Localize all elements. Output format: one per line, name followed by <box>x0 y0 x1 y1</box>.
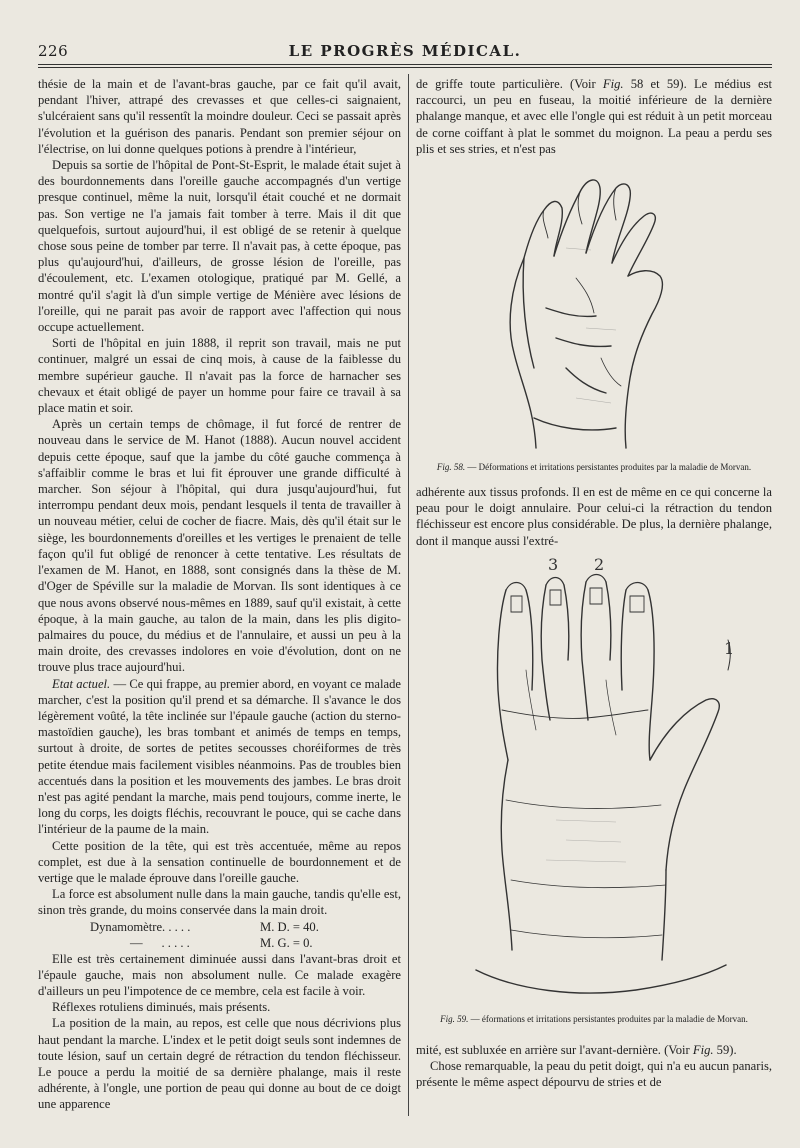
annotation-2: 2 <box>594 555 605 574</box>
right-column-bottom <box>416 1042 772 1091</box>
annotation-3: 3 <box>548 555 559 574</box>
paragraph: Elle est très certainement diminuée aussi dans l'avant-bras droit et l'épaule gauche, mais non absolument nulle. Ce malade exagère d'ailleurs un peu l'impotence de ce membre, cela est facile à voir. <box>38 951 401 998</box>
paragraph-text: 59). <box>713 1043 737 1057</box>
paragraph-text: — Ce qui frappe, au premier abord, en voyant ce malade marcher, c'est la position qu'il prend et sa démarche. Il s'avance le dos légèrement voûté, la tête inclinée sur l'épaule gauche (action du sterno-mastoïdien gauche), les bras tombant et animés de temps en temps, surtout à droite, de sortes de petites secousses choréiformes de très petite étendue mais facilement visibles néanmoins. Pas de troubles bien accentués dans la position et les mouvements des jambes. Le bras droit n'est pas agité pendant la marche, mais pend toujours, comme inerte, le long du corps, les doigts fléchis, recouvrant le pouce, qui se cache dans l'intérieur de la paume de la main. <box>38 676 401 837</box>
figure-label: Fig. 59. <box>440 1014 469 1024</box>
page-header <box>38 42 772 64</box>
header-rule <box>38 64 772 65</box>
paragraph-etat-actuel <box>38 676 401 838</box>
dynamometre-value: M. D. = 40. <box>260 919 319 934</box>
figure-59-caption <box>416 1014 772 1025</box>
paragraph-text: mité, est subluxée en arrière sur l'avant-dernière. (Voir <box>416 1043 693 1057</box>
paragraph: La position de la main, au repos, est celle que nous décrivions plus haut pendant la marche. L'index et le petit doigt seuls sont indemnes de toute lésion, sauf un certain degré de rétraction du tendon fléchisseur. Le pouce a perdu la moitié de sa dernière phalange, mais il reste adhérente, à l'ongle, une portion de peau qui donne au bout de ce doigt une apparence <box>38 1016 401 1112</box>
hand-illustration-59 <box>416 550 772 1006</box>
paragraph: La force est absolument nulle dans la main gauche, tandis qu'elle est, sinon très grande, du moins conservée dans la main droit. <box>38 887 401 918</box>
figure-ref: Fig. <box>602 77 624 91</box>
right-column-top <box>416 76 772 157</box>
paragraph: Réflexes rotuliens diminués, mais présents. <box>52 1000 271 1015</box>
paragraph: Chose remarquable, la peau du petit doigt, qui n'a eu aucun panaris, présente le même aspect dépourvu de stries et de <box>416 1059 772 1090</box>
figure-59-hand-drawing <box>416 550 772 1006</box>
dynamometre-table <box>38 919 401 951</box>
figure-58-hand-drawing <box>416 148 772 458</box>
left-column <box>38 76 401 1113</box>
column-divider <box>408 74 409 1116</box>
paragraph-text: de griffe toute particulière. (Voir <box>416 77 603 91</box>
right-column-middle <box>416 484 772 549</box>
figure-label: Fig. 58. <box>436 462 466 472</box>
section-label: Etat actuel. <box>52 676 111 691</box>
dynamometre-label: — . . . . . <box>130 935 190 950</box>
caption-text: — Déformations et irritations persistantes produites par la maladie de Morvan. <box>465 462 752 472</box>
paragraph: Cette position de la tête, qui est très accentuée, même au repos complet, est due à la sensation continuelle de bourdonnement et de vertige que le malade éprouve dans l'oreille gauche. <box>38 838 401 885</box>
paragraph: Sorti de l'hôpital en juin 1888, il reprit son travail, mais ne put continuer, malgré un essai de cinq mois, à cause de la faiblesse du membre supérieur gauche. Il n'avait pas la force de harnacher ses chevaux et était obligé de payer un homme pour faire ce travail à sa place matin et soir. <box>38 336 401 416</box>
dynamometre-value: M. G. = 0. <box>260 935 313 950</box>
dynamometre-label: Dynamomètre. . . . . <box>90 919 191 934</box>
caption-text: — éformations et irritations persistantes produites par la maladie de Morvan. <box>468 1014 748 1024</box>
paragraph: Après un certain temps de chômage, il fut forcé de rentrer de nouveau dans le service de M. Hanot (1888). Aucun nouvel accident depuis cette époque, sauf que la jambe du côté gauche commença à s'affaiblir comme le bras et lui fit éprouver une grande difficulté à marcher. Son séjour à l'hôpital, qui dura jusqu'aujourd'hui, fut interrompu pendant deux mois, pendant lesquels il tenta de travailler à un nouveau métier, celui de cocher de fiacre. Mais, dès qu'il était sur le siège, les bourdonnements d'oreilles et les vertiges le prenaient de telle façon qu'il fut obligé de renoncer à cette tentative. Les résultats de l'examen de M. Hanot, en 1888, sont consignés dans la thèse de M. d'Oger de Spéville sur la maladie de Morvan. Ils sont identiques à ce que nous avons observé nous-mêmes en 1889, sauf qu'il existait, à cette époque, à la main gauche, au talon de la main, dans les plis digito-palmaires du pouce, du médius et de l'annulaire, et aussi un peu à la main droite, des crevasses indolores en voie d'évolution, dont on ne trouve plus trace aujourd'hui. <box>38 417 401 675</box>
page-number: 226 <box>38 42 69 60</box>
header-rule-double <box>38 67 772 68</box>
running-title: LE PROGRÈS MÉDICAL. <box>288 42 522 60</box>
annotation-1: 1 <box>724 639 735 658</box>
paragraph <box>416 1042 772 1058</box>
paragraph: adhérente aux tissus profonds. Il en est de même en ce qui concerne la peau pour le doigt annulaire. Pour celui-ci la rétraction du tendon fléchisseur est encore plus considérable. De plus, la dernière phalange, dont il manque aussi l'extré- <box>416 485 772 548</box>
paragraph-text: 58 et 59). Le médius est raccourci, un peu en fuseau, la moitié inférieure de la dernière phalange manque, et avec elle l'ongle qui est réduit à un petit morceau de corne coiffant à plat le sommet du moignon. La peau a perdu ses plis et ses stries, et n'est pas <box>416 77 772 156</box>
figure-ref: Fig. <box>692 1043 714 1057</box>
hand-illustration-58 <box>416 148 772 458</box>
figure-58-caption <box>416 462 772 473</box>
paragraph: thésie de la main et de l'avant-bras gauche, par ce fait qu'il avait, pendant l'hiver, attrapé des crevasses et que celles-ci saignaient, s'ulcéraient sans qu'il ressentît la moindre douleur. Ceci se passait après l'évolution et la guérison des panaris. Pendant son premier séjour on l'électrise, on lui donne quelques potions à prendre à l'intérieur, <box>38 77 401 156</box>
paragraph <box>416 76 772 157</box>
paragraph: Depuis sa sortie de l'hôpital de Pont-St-Esprit, le malade était sujet à des bourdonnements dans l'oreille gauche accompagnés d'un vertige presque continuel, même la nuit, lorsqu'il était couché et ne dormait pas. Son vertige ne l'a jamais fait tomber à terre. Mais il dit que quelquefois, surtout aujourd'hui, il est obligé de se retenir à quelque chose sous peine de tomber par terre. Il n'avait pas, à cette époque, pas plus qu'aujourd'hui, d'ailleurs, de grosse lésion de l'oreille, pas d'écoulement, etc. L'examen otologique, pratiqué par M. Gellé, a montré qu'il s'agit là d'un simple vertige de Ménière avec lésions de l'oreille, qui ne parait pas avoir de rapport avec l'affection qui nous occupe actuellement. <box>38 158 401 335</box>
